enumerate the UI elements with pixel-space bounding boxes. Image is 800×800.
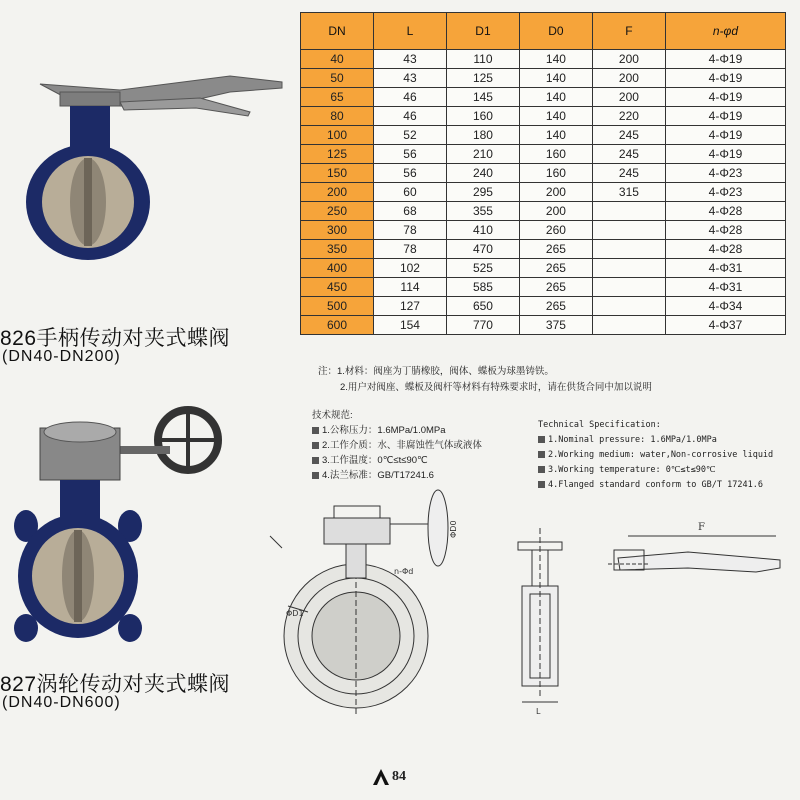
table-cell: 140 [519, 107, 592, 126]
table-row [301, 297, 786, 316]
table-cell [592, 316, 665, 335]
bullet-icon [538, 436, 545, 443]
table-cell: 4-Φ28 [665, 221, 785, 240]
table-cell: 400 [301, 259, 374, 278]
table-cell [592, 240, 665, 259]
table-cell: 40 [301, 50, 374, 69]
table-cell: 355 [446, 202, 519, 221]
table-cell: 160 [446, 107, 519, 126]
table-cell: 4-Φ31 [665, 259, 785, 278]
gear-valve-photo [0, 398, 240, 668]
table-row [301, 183, 786, 202]
spec-cn-block [312, 408, 522, 483]
table-row [301, 50, 786, 69]
table-cell: 200 [301, 183, 374, 202]
label-nd: n-Φd [394, 567, 414, 576]
table-cell: 140 [519, 126, 592, 145]
spec-en-item: 3.Working temperature: 0℃≤t≤90℃ [538, 463, 796, 478]
table-cell: 245 [592, 164, 665, 183]
technical-drawings [268, 488, 800, 728]
product2-title: 827涡轮传动对夹式蝶阀 [0, 673, 231, 696]
table-cell: 245 [592, 145, 665, 164]
table-cell: 4-Φ34 [665, 297, 785, 316]
table-cell: 180 [446, 126, 519, 145]
dimension-table [300, 12, 786, 335]
table-cell: 200 [592, 50, 665, 69]
table-cell: 4-Φ19 [665, 69, 785, 88]
table-cell: 4-Φ19 [665, 145, 785, 164]
product1-title: 826手柄传动对夹式蝶阀 [0, 327, 231, 350]
col-header-d0: D0 [519, 13, 592, 50]
label-l: L [536, 707, 541, 716]
table-cell: 4-Φ19 [665, 88, 785, 107]
col-header-f: F [592, 13, 665, 50]
table-cell: 125 [301, 145, 374, 164]
table-cell: 46 [373, 88, 446, 107]
table-row [301, 221, 786, 240]
table-cell: 265 [519, 240, 592, 259]
col-header-l: L [373, 13, 446, 50]
bullet-icon [538, 466, 545, 473]
table-cell: 43 [373, 50, 446, 69]
table-cell: 200 [592, 69, 665, 88]
spec-cn-title: 技术规范: [312, 410, 353, 421]
table-cell [592, 221, 665, 240]
brand-logo-icon [372, 768, 390, 786]
spec-cn-item: 4.法兰标准：GB/T17241.6 [312, 468, 522, 483]
table-cell: 110 [446, 50, 519, 69]
table-cell: 65 [301, 88, 374, 107]
table-row [301, 69, 786, 88]
table-row [301, 107, 786, 126]
table-cell: 4-Φ28 [665, 202, 785, 221]
label-d1: ΦD1 [286, 609, 304, 618]
table-row [301, 316, 786, 335]
table-cell: 50 [301, 69, 374, 88]
page-footer [372, 768, 406, 786]
table-cell: 210 [446, 145, 519, 164]
table-cell: 375 [519, 316, 592, 335]
label-f: F [698, 522, 705, 533]
table-cell [592, 259, 665, 278]
table-cell: 265 [519, 259, 592, 278]
table-cell: 650 [446, 297, 519, 316]
table-cell: 145 [446, 88, 519, 107]
table-cell: 4-Φ19 [665, 107, 785, 126]
table-cell: 102 [373, 259, 446, 278]
notes-block [318, 364, 788, 396]
table-cell: 4-Φ19 [665, 126, 785, 145]
table-cell: 770 [446, 316, 519, 335]
label-d0: ΦD0 [449, 520, 458, 538]
table-cell: 4-Φ19 [665, 50, 785, 69]
lever-view-drawing [608, 522, 780, 572]
col-header-dn: DN [301, 13, 374, 50]
page-number: 84 [392, 769, 406, 784]
table-cell: 125 [446, 69, 519, 88]
table-cell: 140 [519, 88, 592, 107]
col-header-nd: n-φd [665, 13, 785, 50]
side-view-drawing [518, 528, 562, 716]
spec-en-item: 4.Flanged standard conform to GB/T 17241.6 [538, 478, 796, 493]
front-view-drawing [270, 490, 458, 714]
table-cell: 4-Φ28 [665, 240, 785, 259]
table-cell: 80 [301, 107, 374, 126]
table-cell: 470 [446, 240, 519, 259]
table-cell: 78 [373, 221, 446, 240]
table-cell [592, 278, 665, 297]
table-cell [592, 297, 665, 316]
table-cell: 160 [519, 145, 592, 164]
table-cell: 585 [446, 278, 519, 297]
note-line-1: 注：1.材料：阀座为丁腈橡胶，阀体、蝶板为球墨铸铁。 [318, 366, 554, 377]
bullet-icon [312, 457, 319, 464]
table-cell: 4-Φ23 [665, 183, 785, 202]
table-cell: 150 [301, 164, 374, 183]
table-cell [592, 202, 665, 221]
spec-en-item: 1.Nominal pressure: 1.6MPa/1.0MPa [538, 433, 796, 448]
table-cell: 56 [373, 164, 446, 183]
table-cell: 114 [373, 278, 446, 297]
table-cell: 245 [592, 126, 665, 145]
table-cell: 4-Φ37 [665, 316, 785, 335]
product1-range: (DN40-DN200) [2, 348, 121, 365]
spec-cn-item: 1.公称压力：1.6MPa/1.0MPa [312, 423, 522, 438]
table-cell: 4-Φ31 [665, 278, 785, 297]
table-cell: 350 [301, 240, 374, 259]
table-header-row [301, 13, 786, 50]
table-cell: 46 [373, 107, 446, 126]
table-cell: 525 [446, 259, 519, 278]
note-line-2: 2.用户对阀座、蝶板及阀杆等材料有特殊要求时，请在供货合同中加以说明 [340, 382, 652, 393]
table-cell: 160 [519, 164, 592, 183]
table-cell: 315 [592, 183, 665, 202]
table-cell: 154 [373, 316, 446, 335]
table-cell: 220 [592, 107, 665, 126]
table-cell: 78 [373, 240, 446, 259]
table-cell: 295 [446, 183, 519, 202]
table-row [301, 259, 786, 278]
table-row [301, 126, 786, 145]
spec-en-block [538, 418, 796, 493]
table-row [301, 88, 786, 107]
col-header-d1: D1 [446, 13, 519, 50]
table-cell: 68 [373, 202, 446, 221]
table-cell: 140 [519, 69, 592, 88]
table-row [301, 145, 786, 164]
spec-cn-item: 3.工作温度：0℃≤t≤90℃ [312, 453, 522, 468]
table-cell: 260 [519, 221, 592, 240]
table-cell: 500 [301, 297, 374, 316]
bullet-icon [312, 472, 319, 479]
table-cell: 200 [519, 202, 592, 221]
table-row [301, 164, 786, 183]
bullet-icon [312, 442, 319, 449]
table-cell: 410 [446, 221, 519, 240]
table-cell: 300 [301, 221, 374, 240]
table-cell: 127 [373, 297, 446, 316]
spec-en-item: 2.Working medium: water,Non-corrosive liquid [538, 448, 796, 463]
table-cell: 600 [301, 316, 374, 335]
table-cell: 52 [373, 126, 446, 145]
table-cell: 100 [301, 126, 374, 145]
spec-cn-item: 2.工作介质：水、非腐蚀性气体或液体 [312, 438, 522, 453]
table-cell: 200 [592, 88, 665, 107]
table-row [301, 240, 786, 259]
table-row [301, 202, 786, 221]
table-cell: 450 [301, 278, 374, 297]
table-cell: 60 [373, 183, 446, 202]
spec-en-title: Technical Specification: [538, 420, 661, 430]
table-cell: 240 [446, 164, 519, 183]
table-cell: 265 [519, 278, 592, 297]
table-cell: 56 [373, 145, 446, 164]
table-cell: 4-Φ23 [665, 164, 785, 183]
table-row [301, 278, 786, 297]
table-cell: 43 [373, 69, 446, 88]
product2-range: (DN40-DN600) [2, 694, 121, 711]
table-cell: 265 [519, 297, 592, 316]
table-cell: 200 [519, 183, 592, 202]
lever-valve-photo [0, 62, 300, 262]
table-cell: 250 [301, 202, 374, 221]
bullet-icon [538, 451, 545, 458]
table-cell: 140 [519, 50, 592, 69]
bullet-icon [538, 481, 545, 488]
bullet-icon [312, 427, 319, 434]
